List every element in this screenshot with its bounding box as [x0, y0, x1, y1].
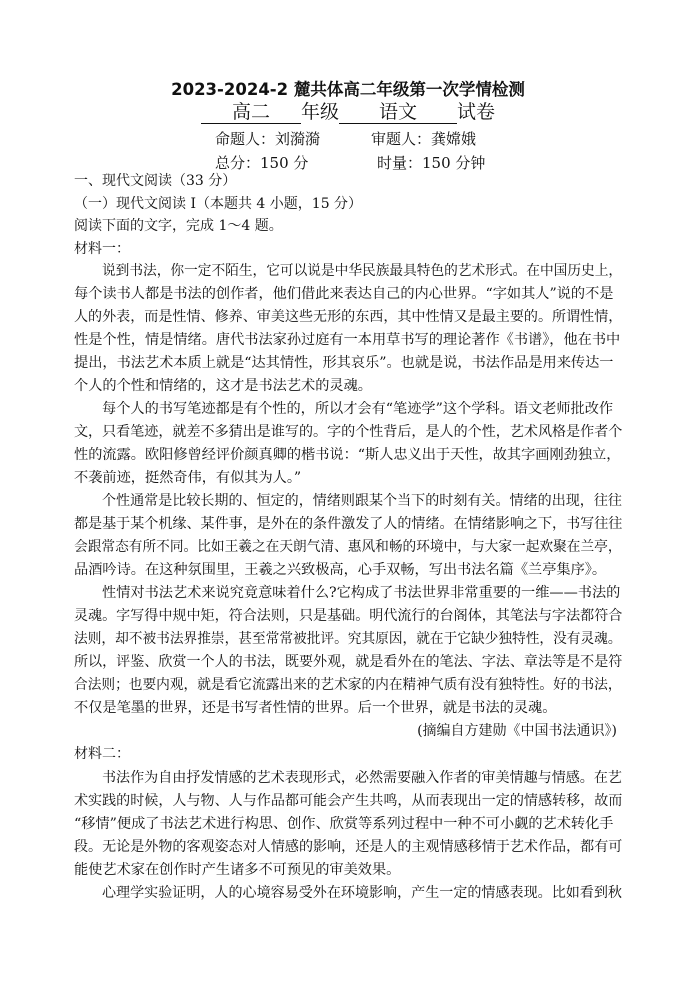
paragraph-line: 个性通常是比较长期的、恒定的，情绪则跟某个当下的时刻有关。情绪的出现，往往	[102, 493, 622, 509]
paragraph-line: 都是基于某个机缘、某件事，是外在的条件激发了人的情绪。在情绪影响之下，书写往往	[74, 516, 623, 532]
section-subheading: （一）现代文阅读 I（本题共 4 小题，15 分）	[74, 196, 363, 212]
paragraph-line: 灵魂。字写得中规中矩，符合法则，只是基础。明代流行的台阁体，其笔法与字法都符合	[74, 608, 623, 624]
paragraph-line: 合法则；也要内观，就是看它流露出来的艺术家的内在精神气质有没有独特性。好的书法，	[74, 677, 622, 693]
setter: 命题人：刘漪漪	[215, 130, 321, 148]
exam-title: 2023-2024-2 麓共体高二年级第一次学情检测	[171, 80, 525, 99]
paragraph-line: 书法作为自由抒发情感的艺术表现形式，必然需要融入作者的审美情趣与情感。在艺	[102, 770, 622, 786]
paragraph-line: 个人的个性和情绪的，这才是书法艺术的灵魂。	[74, 378, 372, 394]
paragraph-line: 性的流露。欧阳修曾经评价颜真卿的楷书说：“斯人忠义出于天性，故其字画刚劲独立，	[74, 447, 621, 463]
paragraph-line: 品酒吟诗。在这种氛围里，王羲之兴致极高，心手双畅，写出书法名篇《兰亭集序》。	[74, 562, 607, 578]
grade-blank: 高二	[201, 101, 301, 124]
subject-blank: 语文	[339, 101, 457, 124]
section-heading: 一、现代文阅读（33 分）	[74, 173, 237, 189]
paper-suffix: 试卷	[457, 101, 496, 123]
paragraph-line: 能使艺术家在创作时产生诸多不可预见的审美效果。	[74, 862, 401, 878]
paragraph-line: 心理学实验证明，人的心境容易受外在环境影响，产生一定的情感表现。比如看到秋	[102, 885, 622, 901]
grade-suffix: 年级	[300, 101, 339, 123]
material1-source: (摘编自方建勋《中国书法通识》)	[417, 723, 617, 739]
paragraph-line: 法则，却不被书法界推崇，甚至常常被批评。究其原因，就在于它缺少独特性，没有灵魂。	[74, 631, 622, 647]
paragraph-line: 每个读书人都是书法的创作者，他们借此来表达自己的内心世界。“字如其人”说的不是	[74, 286, 614, 302]
total-score: 总分：150 分	[215, 154, 309, 172]
paragraph-line: 不仅是笔墨的世界，还是书写者性情的世界。后一个世界，就是书法的灵魂。	[74, 700, 557, 716]
paragraph-line: 会跟常态有所不同。比如王羲之在天朗气清、惠风和畅的环境中，与大家一起欢聚在兰亭，	[74, 539, 622, 555]
exam-subtitle	[0, 101, 696, 124]
instruction: 阅读下面的文字，完成 1～4 题。	[74, 218, 283, 234]
paragraph-line: 人的外表，而是性情、修养、审美这些无形的东西，其中性情又是最主要的。所谓性情，	[74, 309, 623, 325]
time-limit: 时量：150 分钟	[377, 154, 486, 172]
paragraph-line: 术实践的时候，人与物、人与作品都可能会产生共鸣，从而表现出一定的情感转移，故而	[74, 793, 623, 809]
paragraph-line: 每个人的书写笔迹都是有个性的，所以才会有“笔迹学”这个学科。语文老师批改作	[102, 401, 614, 417]
paragraph-line: 说到书法，你一定不陌生，它可以说是中华民族最具特色的艺术形式。在中国历史上，	[102, 263, 623, 279]
paragraph-line: 性是个性，情是情绪。唐代书法家孙过庭有一本用草书写的理论著作《书谱》，他在书中	[74, 332, 621, 348]
paragraph-line: “移情”便成了书法艺术进行构思、创作、欣赏等系列过程中一种不可小觑的艺术转化手	[74, 816, 614, 832]
paragraph-line: 段。无论是外物的客观姿态对人情感的影响，还是人的主观情感移情于艺术作品，都有可	[74, 839, 623, 855]
paragraph-line: 文，只看笔迹，就差不多猜出是谁写的。字的个性背后，是人的个性，艺术风格是作者个	[74, 424, 623, 440]
reviewer: 审题人：龚嫦娥	[371, 130, 477, 148]
paragraph-line: 所以，评鉴、欣赏一个人的书法，既要外观，就是看外在的笔法、字法、章法等是不是符	[74, 654, 623, 670]
paragraph-line: 性情对书法艺术来说究竟意味着什么?它构成了书法世界非常重要的一维——书法的	[102, 585, 621, 601]
material1-label: 材料一：	[74, 241, 130, 257]
paragraph-line: 不袭前迹，挺然奇伟，有似其为人。”	[74, 470, 302, 486]
paragraph-line: 提出，书法艺术本质上就是“达其情性，形其哀乐”。也就是说，书法作品是用来传达一	[74, 355, 614, 371]
material2-label: 材料二：	[74, 746, 130, 762]
